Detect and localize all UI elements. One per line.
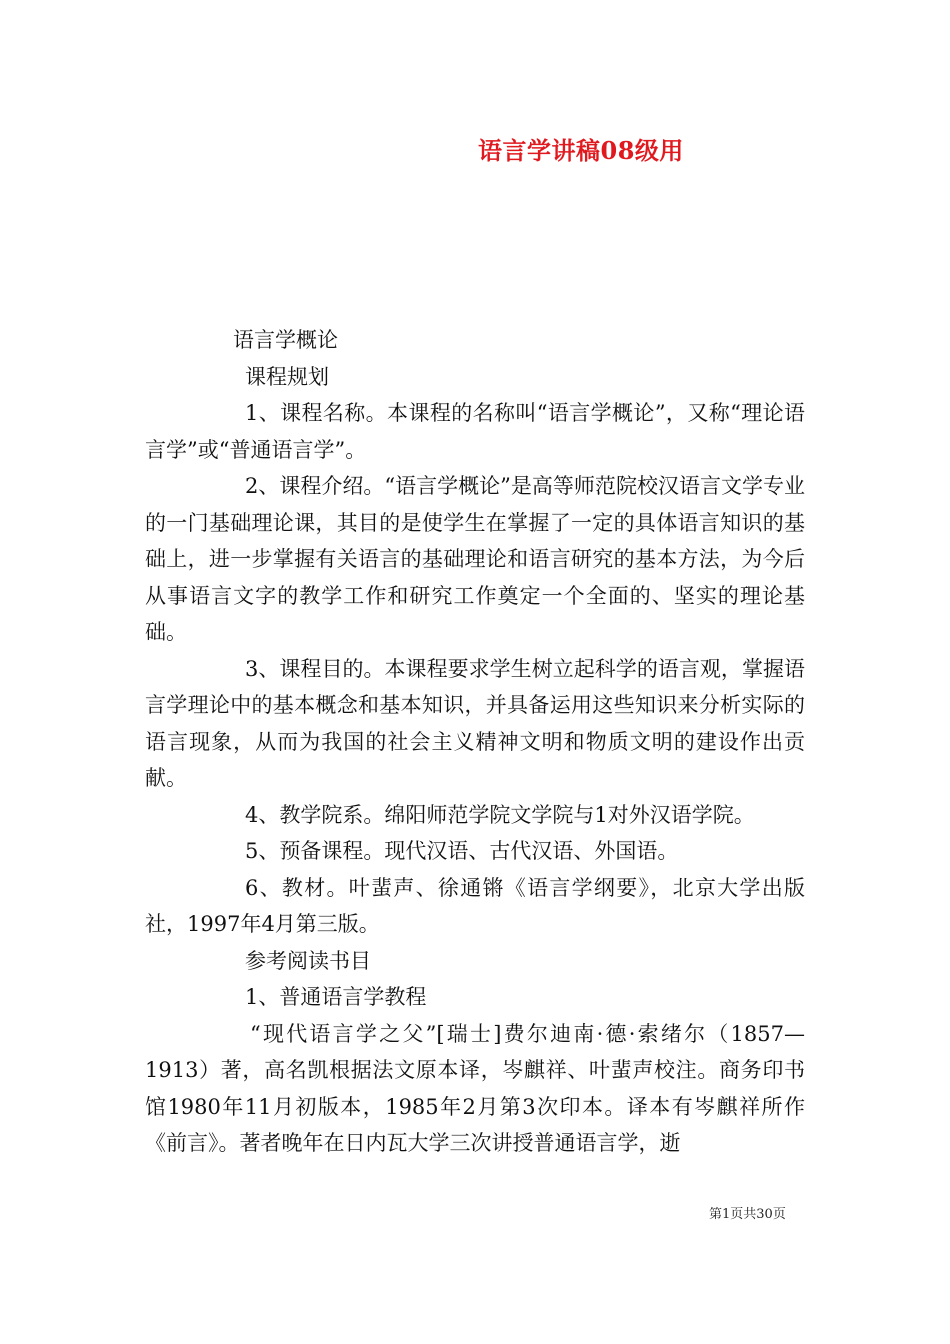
document-body — [145, 322, 805, 1162]
section-heading-course: 语言学概论 — [233, 328, 338, 352]
paragraph-course-intro: 2、课程介绍。“语言学概论”是高等师范院校汉语言文学专业的一门基础理论课，其目的是使学生在掌握了一定的具体语言知识的基础上，进一步掌握有关语言的基础理论和语言研究的基本方法，为今后从事语言文字的教学工作和研究工作奠定一个全面的、坚实的理论基础。 — [145, 474, 805, 644]
paragraph-prerequisites: 5、预备课程。现代汉语、古代汉语、外国语。 — [245, 839, 679, 863]
page-number: 第1页共30页 — [709, 1207, 786, 1222]
paragraph-course-name: 1、课程名称。本课程的名称叫“语言学概论”，又称“理论语言学”或“普通语言学”。 — [145, 401, 805, 462]
document-title: 语言学讲稿08级用 — [478, 136, 684, 165]
section-heading-plan: 课程规划 — [245, 364, 329, 389]
paragraph-textbook: 6、教材。叶蜚声、徐通锵《语言学纲要》，北京大学出版社，1997年4月第三版。 — [145, 875, 805, 936]
section-heading-reading: 参考阅读书目 — [245, 948, 371, 973]
reading-item-1: 1、普通语言学教程 — [245, 985, 427, 1009]
reading-paragraph-1: “现代语言学之父”[瑞士]费尔迪南·德·索绪尔（1857—1913）著，高名凯根据法文原本译，岑麒祥、叶蜚声校注。商务印书馆1980年11月初版本，1985年2月第3次印本。译本有岑麒祥所作《前言》。著者晚年在日内瓦大学三次讲授普通语言学，逝 — [145, 1021, 805, 1155]
paragraph-course-goal: 3、课程目的。本课程要求学生树立起科学的语言观，掌握语言学理论中的基本概念和基本知识，并具备运用这些知识来分析实际的语言现象，从而为我国的社会主义精神文明和物质文明的建设作出贡献。 — [145, 656, 805, 790]
paragraph-department: 4、教学院系。绵阳师范学院文学院与1对外汉语学院。 — [245, 802, 755, 827]
